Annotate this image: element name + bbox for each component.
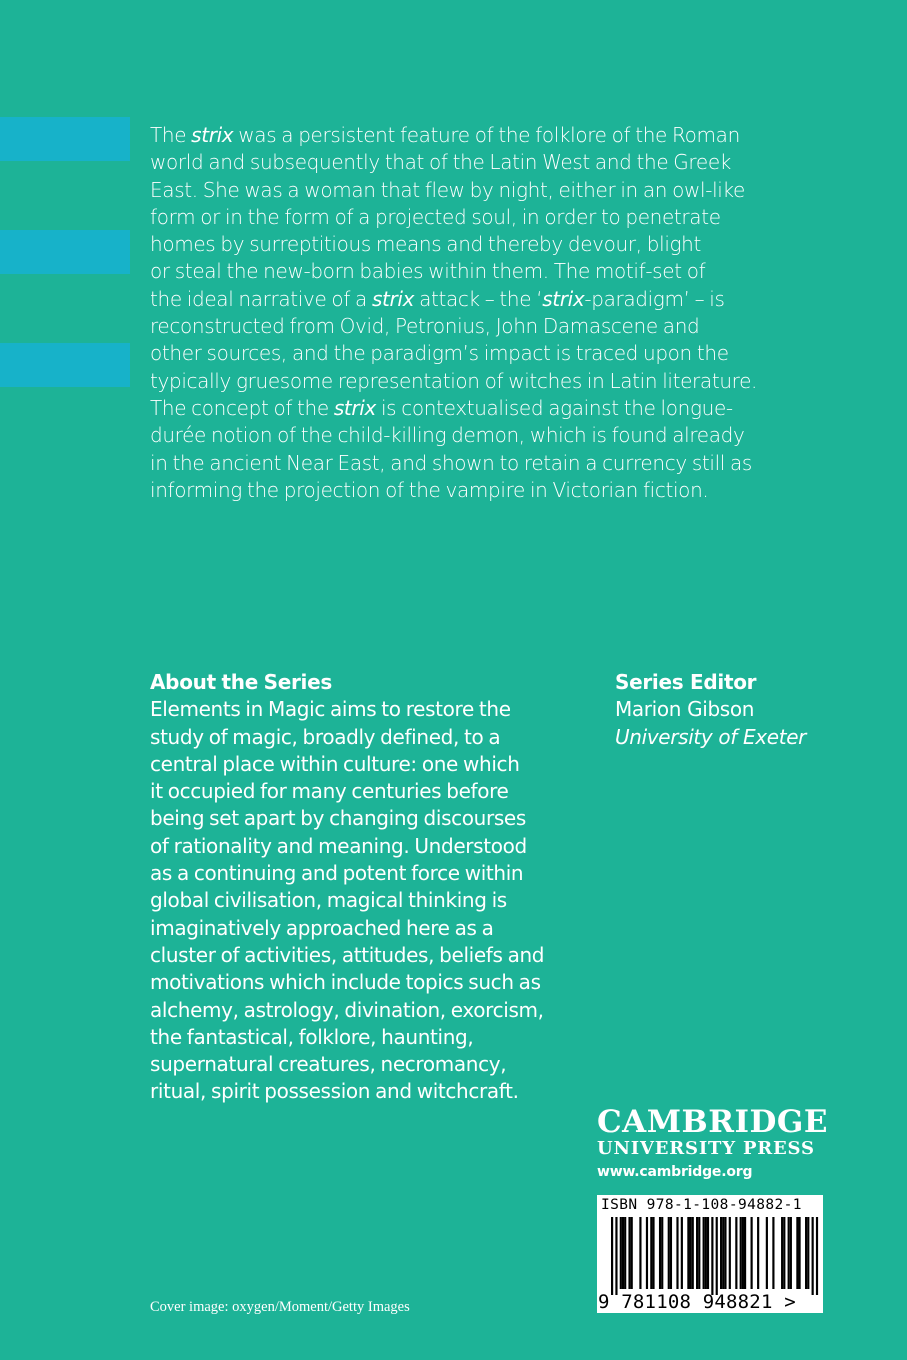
barcode-bar: [798, 1217, 800, 1289]
series-editor-heading: Series Editor: [615, 670, 757, 694]
about-series-line: of rationality and meaning. Understood: [150, 833, 527, 858]
publisher-url: www.cambridge.org: [597, 1164, 753, 1180]
blurb-italic-term: strix: [191, 123, 234, 147]
barcode-bar: [624, 1217, 626, 1289]
about-series-line: supernatural creatures, necromancy,: [150, 1052, 507, 1077]
barcode-bar: [711, 1217, 713, 1295]
about-series-line: as a continuing and potent force within: [150, 861, 524, 886]
blurb-text: was a persistent feature of the folklore of the Roman: [233, 123, 740, 147]
barcode-bar: [781, 1217, 783, 1289]
barcode-bar: [735, 1217, 737, 1289]
blurb-text: is contextualised against the longue-: [375, 395, 733, 420]
barcode-bar: [812, 1217, 814, 1295]
blurb-text: other sources, and the paradigm’s impact is traced upon the: [150, 341, 729, 366]
barcode-bar: [790, 1217, 792, 1289]
blurb-line: [150, 340, 850, 367]
barcode-bar: [698, 1217, 700, 1289]
about-series-text: [150, 696, 600, 1105]
accent-bar-bottom: [0, 343, 130, 387]
about-series-line: the fantastical, folklore, haunting,: [150, 1024, 474, 1049]
about-series-line: ritual, spirit possession and witchcraft.: [150, 1079, 519, 1104]
about-the-series: [150, 669, 600, 1106]
barcode-bar: [652, 1217, 654, 1289]
barcode-bar: [676, 1217, 678, 1289]
blurb-text: form or in the form of a projected soul, in order to penetrate: [150, 204, 721, 229]
blurb-italic-term: strix: [333, 395, 376, 420]
about-series-line: central place within culture: one which: [150, 751, 520, 776]
barcode-bar: [729, 1217, 731, 1289]
blurb-text: the ideal narrative of a: [150, 286, 372, 311]
barcode-bar: [716, 1217, 718, 1295]
about-series-line: alchemy, astrology, divination, exorcism,: [150, 997, 544, 1022]
barcode-bar: [744, 1217, 746, 1289]
barcode-bar: [659, 1217, 661, 1289]
blurb-line: [150, 204, 850, 231]
barcode-bar: [628, 1217, 630, 1289]
barcode-bar: [661, 1217, 663, 1289]
barcode-bar: [687, 1217, 689, 1289]
barcode-bar: [681, 1217, 683, 1289]
barcode-bar: [783, 1217, 785, 1289]
series-editor-name: Marion Gibson: [615, 697, 755, 722]
barcode-bar: [620, 1217, 622, 1289]
blurb-text: The: [150, 123, 192, 147]
barcode-bar: [751, 1217, 753, 1289]
about-series-line: cluster of activities, attitudes, beliefs and: [150, 942, 545, 967]
about-series-line: Elements in Magic aims to restore the: [150, 697, 511, 722]
barcode-digits: 9 781108 948821 >: [598, 1291, 796, 1313]
accent-bar-top: [0, 117, 130, 161]
publisher-logo: [597, 1105, 827, 1180]
blurb-line: [150, 422, 850, 449]
blurb-text: informing the projection of the vampire in Victorian fiction.: [150, 477, 709, 502]
about-series-line: imaginatively approached here as a: [150, 915, 494, 940]
barcode-bar: [757, 1217, 759, 1289]
barcode-bar: [720, 1217, 722, 1289]
barcode-bar: [703, 1217, 705, 1289]
blurb-line: [150, 258, 850, 285]
book-blurb: [150, 122, 850, 504]
about-series-line: being set apart by changing discourses: [150, 806, 526, 831]
barcode-bar: [788, 1217, 790, 1289]
isbn-barcode: [597, 1195, 823, 1313]
accent-bar-middle: [0, 230, 130, 274]
barcode-bar: [816, 1217, 818, 1295]
barcode-bar: [724, 1217, 726, 1289]
blurb-line: [150, 477, 850, 504]
about-series-heading: About the Series: [150, 670, 332, 694]
blurb-italic-term: strix: [542, 286, 585, 311]
about-series-line: motivations which include topics such as: [150, 970, 541, 995]
barcode-bar: [689, 1217, 691, 1289]
about-series-line: global civilisation, magical thinking is: [150, 888, 507, 913]
barcode-bar: [707, 1217, 709, 1289]
publisher-name-line2: UNIVERSITY PRESS: [597, 1138, 815, 1159]
barcode-bar: [631, 1217, 633, 1289]
barcode-bar: [611, 1217, 613, 1295]
barcode-bar: [705, 1217, 707, 1289]
cover-image-credit: Cover image: oxygen/Moment/Getty Images: [150, 1299, 410, 1315]
blurb-text: durée notion of the child-killing demon, which is found already: [150, 423, 745, 448]
barcode-bar: [796, 1217, 798, 1289]
blurb-text: or steal the new-born babies within them. The motif-set of: [150, 259, 706, 284]
barcode-bar: [650, 1217, 652, 1289]
barcode-bar: [668, 1217, 670, 1289]
barcode-bar: [692, 1217, 694, 1289]
barcode-bar: [740, 1217, 742, 1289]
barcode-bar: [772, 1217, 774, 1289]
barcode-bar: [766, 1217, 768, 1289]
about-series-line: study of magic, broadly defined, to a: [150, 724, 501, 749]
barcode-bar: [722, 1217, 724, 1289]
blurb-text: The concept of the: [150, 395, 334, 420]
blurb-text: homes by surreptitious means and thereby devour, blight: [150, 232, 701, 257]
blurb-text: attack – the ‘: [414, 286, 543, 311]
blurb-line: [150, 149, 850, 176]
blurb-text: -paradigm’ – is: [584, 286, 725, 311]
publisher-name-line1: CAMBRIDGE: [597, 1104, 828, 1140]
blurb-line: [150, 395, 850, 422]
blurb-text: world and subsequently that of the Latin West and the Greek: [150, 150, 732, 175]
series-editor-affiliation: University of Exeter: [615, 724, 807, 749]
about-series-line: it occupied for many centuries before: [150, 779, 509, 804]
blurb-line: [150, 177, 850, 204]
series-editor: [615, 669, 875, 751]
blurb-line: [150, 231, 850, 258]
blurb-text: reconstructed from Ovid, Petronius, John Damascene and: [150, 314, 700, 339]
barcode-bar: [639, 1217, 641, 1289]
barcode-bar: [742, 1217, 744, 1289]
blurb-line: [150, 286, 850, 313]
blurb-italic-term: strix: [371, 286, 415, 311]
blurb-text: in the ancient Near East, and shown to retain a currency still as: [150, 450, 752, 475]
barcode-bar: [807, 1217, 809, 1289]
barcode-bar: [670, 1217, 672, 1289]
barcode-bar: [646, 1217, 648, 1289]
blurb-text: East. She was a woman that flew by night, either in an owl-like: [150, 177, 745, 202]
blurb-line: [150, 368, 850, 395]
blurb-line: [150, 450, 850, 477]
blurb-line: [150, 122, 850, 149]
blurb-text: typically gruesome representation of witches in Latin literature.: [150, 368, 758, 393]
barcode-bar: [615, 1217, 617, 1295]
barcode-bar: [696, 1217, 698, 1289]
barcode-bar: [805, 1217, 807, 1289]
barcode-bar: [622, 1217, 624, 1289]
isbn-label: ISBN 978-1-108-94882-1: [601, 1197, 802, 1213]
blurb-line: [150, 313, 850, 340]
